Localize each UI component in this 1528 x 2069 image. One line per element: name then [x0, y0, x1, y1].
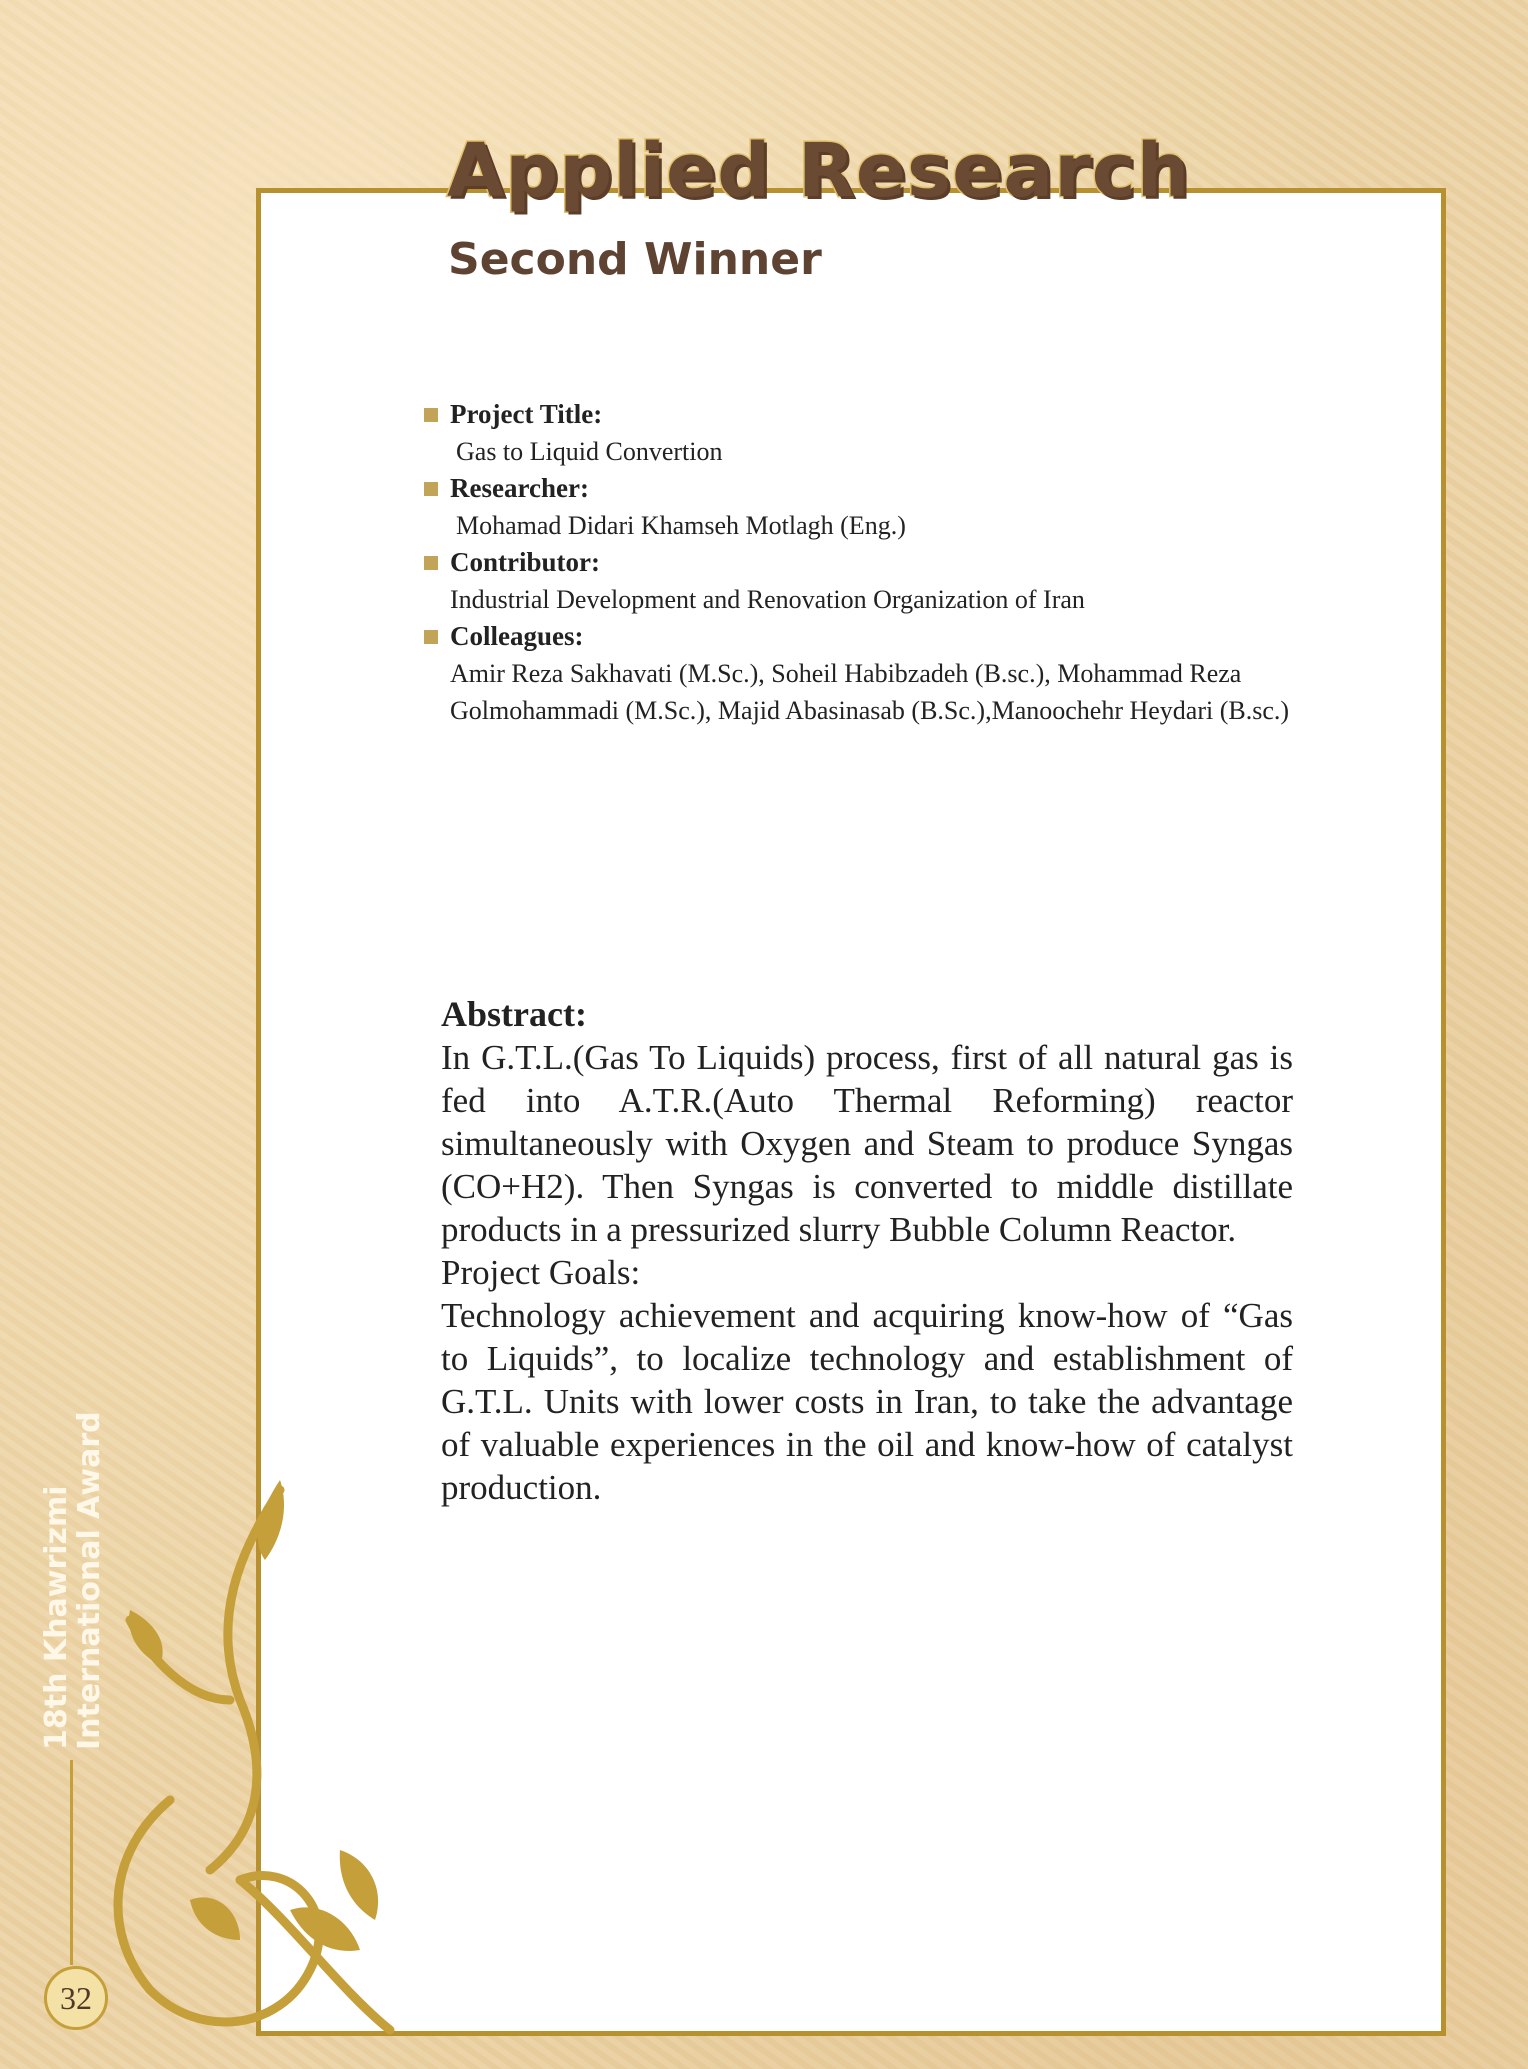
- abstract-heading: Abstract:: [441, 994, 587, 1034]
- info-value: Industrial Development and Renovation Organization of Iran: [450, 585, 1085, 614]
- info-label: Project Title:: [450, 399, 603, 429]
- page-number-badge: 32: [44, 1966, 108, 2030]
- abstract-section: [441, 992, 1293, 1509]
- abstract-paragraph: In G.T.L.(Gas To Liquids) process, first of all natural gas is fed into A.T.R.(Auto Thermal Reforming) reactor simultaneously with Oxygen and Steam to produce Syngas (CO+H2). Then Syngas is converted to middle distillate products in a pressurized slurry Bubble Column Reactor.: [441, 1038, 1293, 1249]
- award-side-line2: International Award: [72, 1411, 107, 1750]
- info-item-project-title: [424, 396, 1324, 470]
- floral-ornament-icon: [90, 1470, 400, 2050]
- page-title: Applied Research: [447, 128, 1191, 214]
- side-divider-line: [70, 1760, 73, 1965]
- square-bullet-icon: [424, 556, 438, 570]
- project-goals-heading: Project Goals:: [441, 1253, 641, 1292]
- info-label: Contributor:: [450, 547, 600, 577]
- info-item-colleagues: [424, 618, 1324, 729]
- info-value: Mohamad Didari Khamseh Motlagh (Eng.): [456, 511, 906, 540]
- info-item-researcher: [424, 470, 1324, 544]
- info-label: Colleagues:: [450, 621, 584, 651]
- square-bullet-icon: [424, 408, 438, 422]
- info-value: Gas to Liquid Convertion: [456, 437, 723, 466]
- project-info: [424, 396, 1324, 729]
- square-bullet-icon: [424, 482, 438, 496]
- award-side-banner: [40, 1411, 106, 1750]
- info-label: Researcher:: [450, 473, 589, 503]
- page-subtitle: Second Winner: [448, 234, 822, 285]
- project-goals-paragraph: Technology achievement and acquiring know-how of “Gas to Liquids”, to localize technology and establishment of G.T.L. Units with lower costs in Iran, to take the advantage of valuable experiences in the oil and know-how of catalyst production.: [441, 1296, 1293, 1507]
- info-value: Amir Reza Sakhavati (M.Sc.), Soheil Habibzadeh (B.sc.), Mohammad Reza Golmohammadi (M.Sc.), Majid Abasinasab (B.Sc.),Manoochehr Heydari (B.sc.): [450, 659, 1290, 725]
- square-bullet-icon: [424, 630, 438, 644]
- award-side-line1: 18th Khawrizmi: [39, 1485, 74, 1750]
- info-item-contributor: [424, 544, 1324, 618]
